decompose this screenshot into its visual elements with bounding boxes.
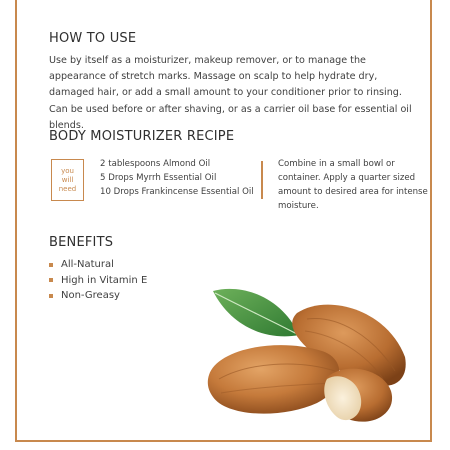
- content-card: [15, 0, 432, 442]
- bullet-icon: [49, 294, 53, 298]
- benefit-item: [49, 257, 147, 273]
- how-to-use-heading: HOW TO USE: [49, 31, 137, 46]
- benefits-list: [49, 257, 147, 304]
- almond-front: [208, 345, 340, 414]
- ingredient-item: 2 tablespoons Almond Oil: [100, 159, 211, 169]
- benefit-item: [49, 273, 147, 289]
- benefit-item: [49, 288, 147, 304]
- benefits-heading: BENEFITS: [49, 235, 114, 250]
- leaf-icon: [213, 289, 299, 337]
- bullet-icon: [49, 278, 53, 282]
- badge-line-3: need: [58, 184, 77, 193]
- ingredient-item: 10 Drops Frankincense Essential Oil: [100, 187, 254, 197]
- almonds-illustration: [187, 279, 407, 429]
- bullet-icon: [49, 263, 53, 267]
- benefit-label: All-Natural: [61, 259, 114, 270]
- badge-line-1: you: [61, 166, 74, 175]
- recipe-heading: BODY MOISTURIZER RECIPE: [49, 129, 235, 144]
- how-to-use-text: Use by itself as a moisturizer, makeup remover, or to manage the appearance of stretch marks. Massage on scalp to help hydrate dry, damaged hair, or add a small amount to your conditioner prior to rinsing. Can be used before or after shaving, or as a carrier oil base for essential oil blends.: [49, 55, 412, 131]
- recipe-divider: [261, 161, 263, 199]
- badge-line-2: will: [61, 175, 74, 184]
- you-will-need-badge: [51, 159, 84, 201]
- benefit-label: High in Vitamin E: [61, 274, 148, 286]
- ingredient-item: 5 Drops Myrrh Essential Oil: [100, 173, 217, 183]
- benefit-label: Non-Greasy: [61, 290, 120, 301]
- recipe-instructions: Combine in a small bowl or container. Apply a quarter sized amount to desired area for intense moisture.: [278, 159, 428, 211]
- ingredient-list: [100, 157, 254, 199]
